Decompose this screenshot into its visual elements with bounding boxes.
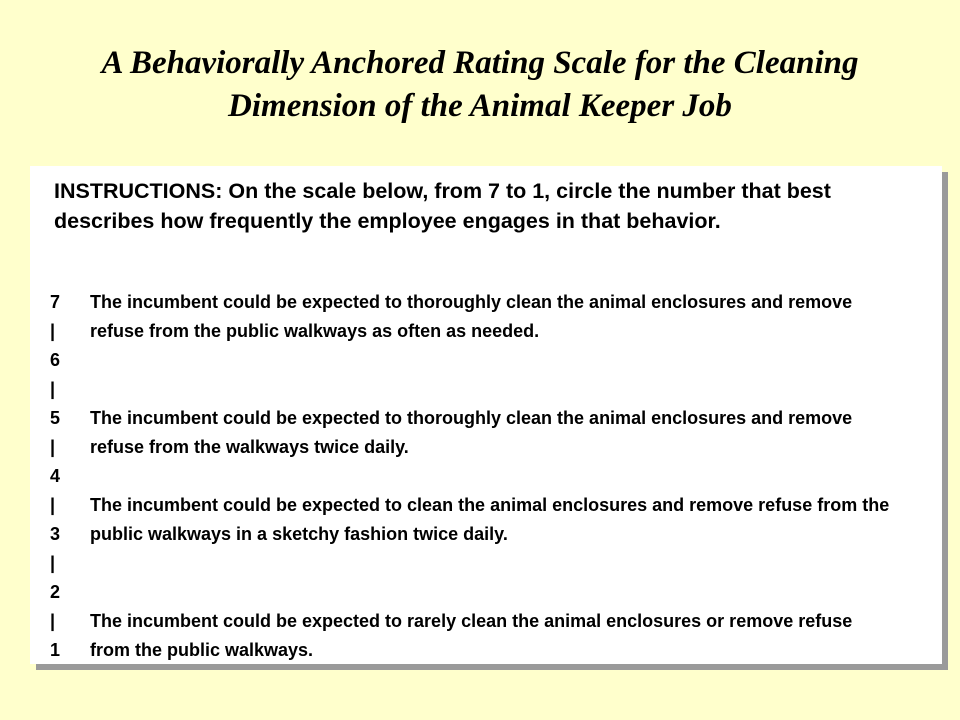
- scale-value-1: 1: [50, 640, 61, 660]
- anchor-low: The incumbent could be expected to rarely clean the animal enclosures or remove refuse from the public walkways.: [90, 611, 853, 660]
- scale-separator: |: [50, 611, 56, 631]
- scale-separator: |: [50, 379, 56, 399]
- scale-value-7: 7: [50, 292, 61, 312]
- slide-title-line-1: A Behaviorally Anchored Rating Scale for the Cleaning: [101, 45, 859, 81]
- scale-value-6: 6: [50, 350, 61, 370]
- slide-title-line-2: Dimension of the Animal Keeper Job: [228, 88, 732, 124]
- scale-value-2: 2: [50, 582, 61, 602]
- scale-value-5: 5: [50, 408, 61, 428]
- scale-value-3: 3: [50, 524, 61, 544]
- scale-separator: |: [50, 321, 56, 341]
- rating-scale-numbers: [50, 288, 74, 665]
- scale-separator: |: [50, 553, 56, 573]
- slide-title: [0, 42, 960, 128]
- scale-separator: |: [50, 495, 56, 515]
- scale-value-4: 4: [50, 466, 61, 486]
- scale-separator: |: [50, 437, 56, 457]
- anchor-high: The incumbent could be expected to thoroughly clean the animal enclosures and remove refuse from the public walkways as often as needed.: [90, 292, 853, 341]
- instructions-text: INSTRUCTIONS: On the scale below, from 7 to 1, circle the number that best describes how frequently the employee engages in that behavior.: [54, 179, 831, 233]
- anchor-lower-mid: The incumbent could be expected to clean the animal enclosures and remove refuse from the public walkways in a sketchy fashion twice daily.: [90, 495, 890, 544]
- anchor-upper-mid: The incumbent could be expected to thoroughly clean the animal enclosures and remove refuse from the walkways twice daily.: [90, 408, 853, 457]
